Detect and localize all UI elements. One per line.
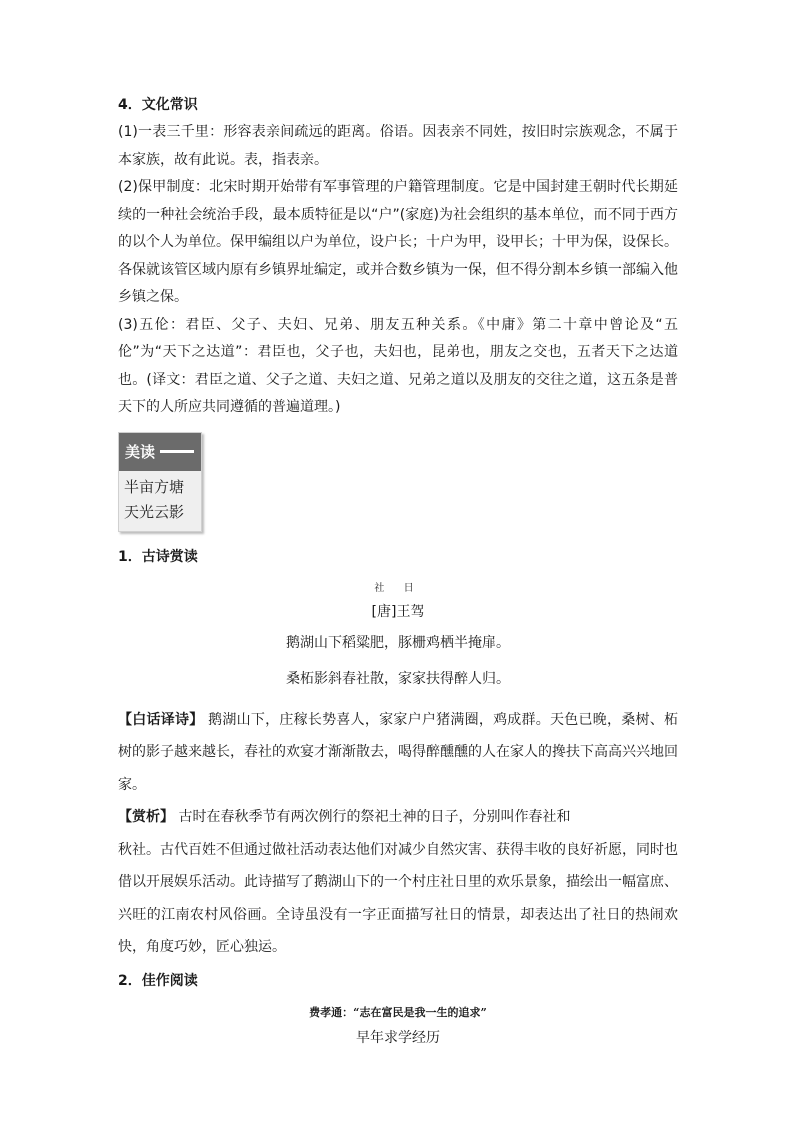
meidu-body [119,471,201,531]
appreciation-tag: 【赏析】 [118,809,174,825]
section-4-title: 4．文化常识 [118,97,198,113]
meidu-badge [118,432,202,532]
culture-item-2: (2)保甲制度：北宋时期开始带有军事管理的户籍管理制度。它是中国封建王朝时代长期延续的一种社会统治手段，最本质特征是以“户”(家庭)为社会组织的基本单位，而不同于西方的以个人为单位。保甲编组以户为单位，设户长；十户为甲，设甲长；十甲为保，设保长。各保就该管区域内原有乡镇界址编定，或并合数乡镇为一保，但不得分割本乡镇一部编入他乡镇之保。 [118,179,678,305]
poem-line-2: 桑柘影斜春社散，家家扶得醉人归。 [286,670,510,687]
appreciation-text-1: 古时在春秋季节有两次例行的祭祀土神的日子，分别叫作春社和 [178,809,571,825]
section-2-title: 2．佳作阅读 [118,972,198,989]
culture-item-3: (3)五伦：君臣、父子、夫妇、兄弟、朋友五种关系。《中庸》第二十章中曾论及“五伦”为“天下之达道”：君臣也，父子也，夫妇也，昆弟也，朋友之交也，五者天下之达道也。(译文：君臣之道、父子之道、夫妇之道、兄弟之道以及朋友的交往之道，这五条是普天下的人所应共同遵循的普遍道理。) [118,316,678,415]
poem-translation [118,704,678,802]
poem-appreciation-lead [118,801,678,834]
poem-appreciation-body: 秋社。古代百姓不但通过做社活动表达他们对减少自然灾害、获得丰收的良好祈愿，同时也借以开展娱乐活动。此诗描写了鹅湖山下的一个村庄社日里的欢乐景象，描绘出一幅富庶、兴旺的江南农村风俗画。全诗虽没有一字正面描写社日的情景，却表达出了社日的热闹欢快，角度巧妙，匠心独运。 [118,841,678,955]
translation-text: 鹅湖山下，庄稼长势喜人，家家户户猪满圈，鸡成群。天色已晚，桑树、柘树的影子越来越长，春社的欢宴才渐渐散去，喝得醉醺醺的人在家人的搀扶下高高兴兴地回家。 [118,711,679,793]
document-content [118,94,678,1050]
translation-tag: 【白话译诗】 [118,711,204,728]
meidu-line-2: 天光云影 [124,502,185,521]
meidu-header [119,433,201,471]
poem-author: [唐]王驾 [371,603,425,620]
meidu-head-label: 美读 [125,443,156,461]
meidu-decor-line [160,450,194,453]
poem-title: 社 日 [374,582,422,594]
article-subtitle: 早年求学经历 [356,1029,440,1046]
poem-line-1: 鹅湖山下稻粱肥，豚栅鸡栖半掩扉。 [286,634,510,651]
culture-item-1: (1)一表三千里：形容表亲间疏远的距离。俗语。因表亲不同姓，按旧时宗族观念，不属于本家族，故有此说。表，指表亲。 [118,124,678,168]
article-title: 费孝通：“志在富民是我一生的追求” [309,1005,487,1019]
meidu-line-1: 半亩方塘 [124,477,185,496]
section-1-title: 1．古诗赏读 [118,548,198,565]
